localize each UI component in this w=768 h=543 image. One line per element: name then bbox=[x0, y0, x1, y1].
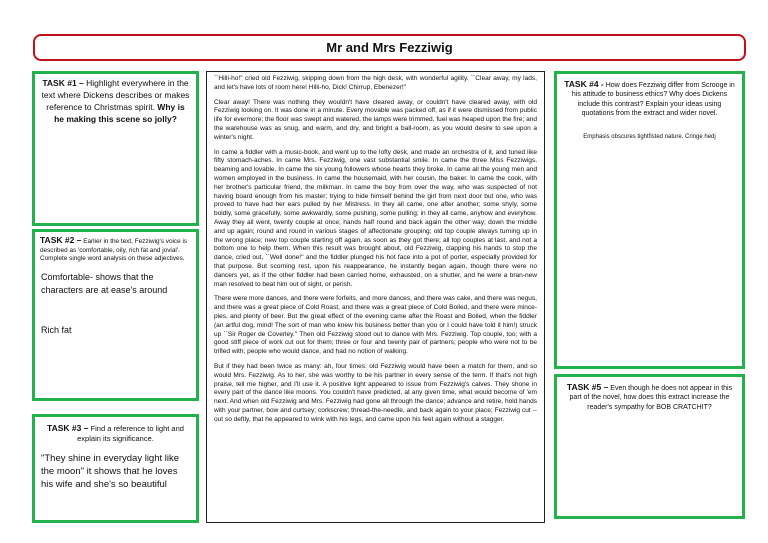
task-2-label: TASK #2 – bbox=[40, 235, 82, 245]
task-1-bold: Why is he making this scene so jolly? bbox=[54, 101, 185, 124]
extract-passage bbox=[206, 71, 545, 523]
task-5-label: TASK #5 – bbox=[566, 382, 609, 392]
task-1-text: Highlight everywhere in the text where Dickens describes or makes reference to Christmas spirit. bbox=[41, 78, 190, 112]
task-2-answer-1[interactable]: Comfortable- shows that the characters are at ease's around bbox=[41, 271, 168, 295]
passage-paragraph: But if they had been twice as many: ah, four times: old Fezziwig would have been a match for them, and so would Mrs. Fezziwig. As to her, she was worthy to be his partner in every sense of the term. If that's not high praise, tell me higher, and I'll use it. A positive light appeared to issue from Fezziwig's calves. They shone in every part of the dance like moons. You couldn't have predicted, at any given time, what would become of 'em next. And when old Fezziwig and Mrs. Fezziwig had gone all through the dance; advance and retire, hold hands with your partner, bow and curtsey; corkscrew; thread-the-needle, and back again to your place; Fezziwig cut -- out so deftly, that he appeared to wink with his legs, and came upon his feet again without a stagger. bbox=[214, 362, 537, 423]
page-title: Mr and Mrs Fezziwig bbox=[33, 34, 746, 61]
task-1-box bbox=[32, 71, 199, 226]
task-2-question bbox=[35, 232, 196, 267]
task-5-question bbox=[557, 377, 742, 417]
task-4-text: How does Fezziwig differ from Scrooge in his attitude to business ethics? Why does Dickens include this contrast? Explain your ideas using quotations from the extract and wider novel. bbox=[571, 82, 735, 118]
passage-paragraph: In came a fiddler with a music-book, and went up to the lofty desk, and made an orchestra of it, and tuned like fifty stomach-aches. In came Mrs. Fezziwig, one vast substantial smile. In came the three Miss Fezziwigs, beaming and lovable. In came the six young followers whose hearts they broke. In came all the young men and women employed in the business. In came the housemaid, with her cousin, the baker. In came the cook, with her brother's particular friend, the milkman. In came the boy from over the way, who was suspected of not having board enough from his master; trying to hide himself behind the girl from next door but one, who was proved to have had her ears pulled by her Mistress. In they all came, one after another; some shyly, some boldly, some gracefully, some awkwardly, some pushing, some pulling; in they all came, anyhow and everyhow. Away they all went, twenty couple at once; hands half round and back again the other way; down the middle and up again; round and round in various stages of affectionate grouping; old top couple always turning up in the wrong place; new top couple starting off again, as soon as they got there; all top couples at last, and not a bottom one to help them. When this result was brought about, old Fezziwig, clapping his hands to stop the dance, cried out, ``Well done!'' and the fiddler plunged his hot face into a pot of porter, especially provided for that purpose. But scorning rest, upon his reappearance, he instantly began again, though there were no dancers yet, as if the other fiddler had been carried home, exhausted, on a shutter, and he were a bran-new man resolved to beat him out of sight, or perish. bbox=[214, 148, 537, 288]
task-4-question bbox=[557, 74, 742, 124]
passage-paragraph: There were more dances, and there were forfeits, and more dances, and there was cake, and there was negus, and there was a great piece of Cold Roast, and there was a great piece of Cold Boiled, and there were mince-pies, and plenty of beer. But the great effect of the evening came after the Roast and Boiled, when the fiddler (an artful dog, mind! The sort of man who knew his business better than you or I could have told it him!) struck up ``Sir Roger de Coverley.'' Then old Fezziwig stood out to dance with Mrs. Fezziwig. Top couple, too; with a good stiff piece of work cut out for them; three or four and twenty pair of partners; people who were not to be trifled with; people who would dance, and had no notion of walking. bbox=[214, 295, 537, 356]
task-5-text: Even though he does not appear in this part of the novel, how does this extract increase the reader's sympathy for BOB CRATCHIT? bbox=[569, 385, 733, 411]
task-3-box bbox=[32, 414, 199, 523]
task-4-box bbox=[554, 71, 745, 369]
task-2-text: Earlier in the text, Fezziwig's voice is described as 'comfortable, oily, rich fat and jovial'. Complete single word analysis on these adjectives. bbox=[40, 238, 188, 263]
task-4-label: TASK #4 - bbox=[564, 79, 604, 89]
task-3-answer[interactable]: "They shine in everyday light like the moon" it shows that he loves his wife and she's so beautiful bbox=[41, 452, 180, 491]
task-2-answer-2[interactable]: Rich fat bbox=[41, 325, 72, 336]
task-4-answer[interactable]: Emphasis obscures tightfisted nature. Cringe hedj bbox=[583, 133, 716, 140]
task-3-label: TASK #3 – bbox=[47, 423, 89, 433]
task-1-question bbox=[35, 74, 196, 130]
task-1-label: TASK #1 – bbox=[42, 78, 84, 88]
passage-paragraph: ``Hilli-ho!'' cried old Fezziwig, skipping down from the high desk, with wonderful agility. ``Clear away, my lads, and let's have lots of room here! Hilli-ho, Dick! Chirrup, Ebenezer!'' bbox=[214, 75, 537, 91]
passage-paragraph: Clear away! There was nothing they wouldn't have cleared away, or couldn't have cleared away, with old Fezziwig looking on. It was done in a minute. Every movable was packed off, as if it were dismissed from public life for evermore; the floor was swept and watered, the lamps were trimmed, fuel was heaped upon the fire; and the warehouse was as snug, and warm, and dry, and bright a ball-room, as you would desire to see upon a winter's night. bbox=[214, 98, 537, 141]
task-5-box bbox=[554, 374, 745, 519]
task-2-box bbox=[32, 229, 199, 401]
task-3-question bbox=[35, 417, 196, 448]
task-3-text: Find a reference to light and explain its significance. bbox=[77, 424, 184, 444]
